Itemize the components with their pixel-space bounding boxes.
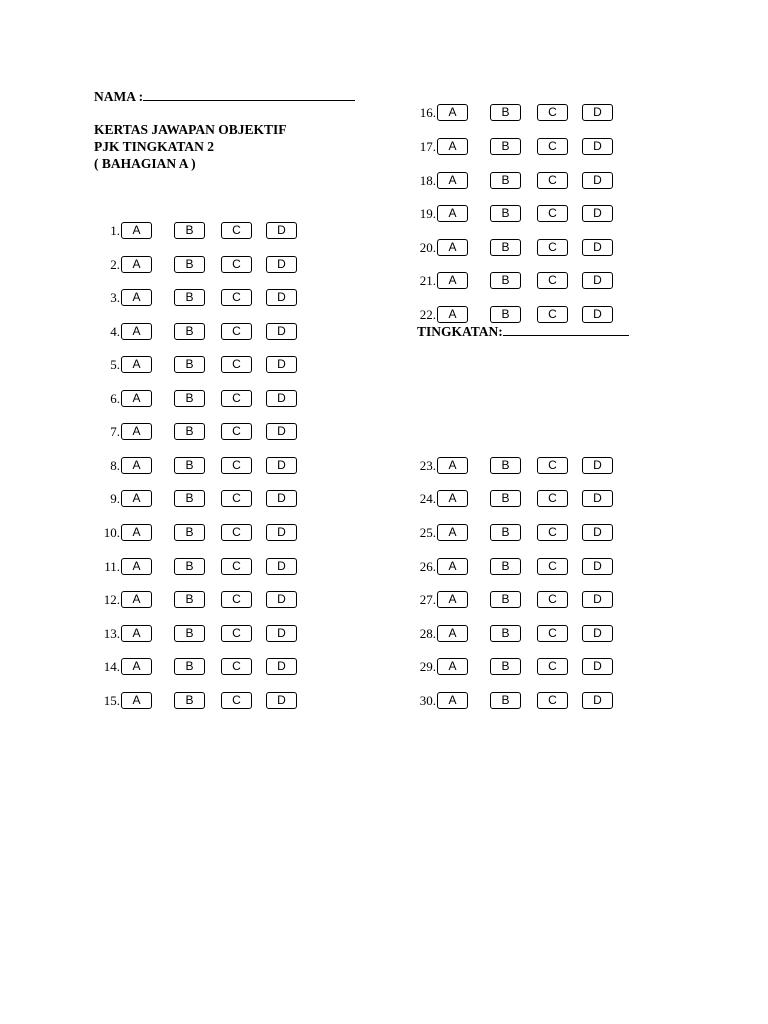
answer-option-d[interactable]: D [266, 356, 297, 373]
sheet-title-line3: ( BAHAGIAN A ) [94, 156, 196, 171]
answer-option-b[interactable]: B [174, 524, 205, 541]
answer-option-b[interactable]: B [174, 323, 205, 340]
answer-option-b[interactable]: B [490, 591, 521, 608]
answer-option-c[interactable]: C [221, 658, 252, 675]
answer-option-a[interactable]: A [437, 490, 468, 507]
answer-option-b[interactable]: B [174, 256, 205, 273]
answer-option-b[interactable]: B [174, 625, 205, 642]
answer-option-c[interactable]: C [537, 172, 568, 189]
question-number: 8. [110, 458, 120, 473]
answer-option-b[interactable]: B [490, 658, 521, 675]
question-number: 21. [419, 273, 436, 288]
answer-option-c[interactable]: C [221, 558, 252, 575]
answer-option-d[interactable]: D [266, 658, 297, 675]
question-number: 23. [419, 458, 436, 473]
question-number: 7. [110, 424, 120, 439]
answer-option-d[interactable]: D [582, 239, 613, 256]
answer-option-c[interactable]: C [221, 423, 252, 440]
answer-option-d[interactable]: D [582, 490, 613, 507]
answer-option-d[interactable]: D [266, 457, 297, 474]
question-number: 26. [419, 559, 436, 574]
answer-option-d[interactable]: D [266, 289, 297, 306]
tingkatan-field-label [417, 324, 629, 340]
answer-option-c[interactable]: C [221, 625, 252, 642]
answer-option-d[interactable]: D [582, 457, 613, 474]
answer-option-d[interactable]: D [582, 692, 613, 709]
answer-option-b[interactable]: B [174, 558, 205, 575]
answer-option-b[interactable]: B [490, 457, 521, 474]
answer-option-b[interactable]: B [490, 272, 521, 289]
answer-option-d[interactable]: D [582, 558, 613, 575]
answer-option-a[interactable]: A [437, 138, 468, 155]
question-number: 18. [419, 173, 436, 188]
answer-option-b[interactable]: B [490, 558, 521, 575]
question-number: 10. [103, 525, 120, 540]
question-number: 5. [110, 357, 120, 372]
answer-option-a[interactable]: A [437, 658, 468, 675]
answer-option-c[interactable]: C [537, 138, 568, 155]
question-number: 16. [419, 105, 436, 120]
answer-option-a[interactable]: A [437, 457, 468, 474]
answer-option-b[interactable]: B [490, 104, 521, 121]
answer-option-a[interactable]: A [121, 524, 152, 541]
answer-option-b[interactable]: B [490, 239, 521, 256]
answer-option-a[interactable]: A [437, 239, 468, 256]
question-number: 17. [419, 139, 436, 154]
answer-option-d[interactable]: D [582, 172, 613, 189]
question-number: 9. [110, 491, 120, 506]
answer-option-d[interactable]: D [266, 256, 297, 273]
answer-option-c[interactable]: C [537, 272, 568, 289]
answer-option-a[interactable]: A [437, 205, 468, 222]
question-number: 6. [110, 391, 120, 406]
question-number: 12. [103, 592, 120, 607]
answer-option-d[interactable]: D [266, 625, 297, 642]
answer-option-a[interactable]: A [121, 289, 152, 306]
question-number: 11. [104, 559, 120, 574]
answer-option-d[interactable]: D [582, 591, 613, 608]
answer-option-a[interactable]: A [121, 457, 152, 474]
answer-option-b[interactable]: B [490, 138, 521, 155]
question-number: 1. [110, 223, 120, 238]
answer-option-a[interactable]: A [121, 658, 152, 675]
answer-option-c[interactable]: C [537, 591, 568, 608]
answer-option-b[interactable]: B [174, 222, 205, 239]
answer-option-a[interactable]: A [121, 625, 152, 642]
answer-option-b[interactable]: B [174, 692, 205, 709]
answer-option-d[interactable]: D [582, 306, 613, 323]
question-number: 25. [419, 525, 436, 540]
name-field-label [94, 89, 355, 105]
question-number: 3. [110, 290, 120, 305]
answer-option-d[interactable]: D [266, 490, 297, 507]
answer-option-d[interactable]: D [582, 104, 613, 121]
question-number: 30. [419, 693, 436, 708]
answer-option-c[interactable]: C [537, 524, 568, 541]
tingkatan-underline[interactable] [503, 324, 629, 336]
answer-option-b[interactable]: B [174, 356, 205, 373]
answer-option-a[interactable]: A [121, 256, 152, 273]
answer-option-c[interactable]: C [221, 256, 252, 273]
tingkatan-label: TINGKATAN: [417, 324, 503, 339]
answer-option-a[interactable]: A [121, 490, 152, 507]
answer-option-b[interactable]: B [490, 306, 521, 323]
answer-option-a[interactable]: A [121, 323, 152, 340]
question-number: 19. [419, 206, 436, 221]
answer-option-a[interactable]: A [437, 692, 468, 709]
answer-option-d[interactable]: D [582, 138, 613, 155]
answer-option-d[interactable]: D [266, 390, 297, 407]
answer-option-c[interactable]: C [537, 239, 568, 256]
name-label: NAMA : [94, 89, 144, 104]
answer-option-a[interactable]: A [437, 625, 468, 642]
answer-option-d[interactable]: D [266, 323, 297, 340]
answer-option-a[interactable]: A [437, 172, 468, 189]
answer-option-d[interactable]: D [266, 423, 297, 440]
answer-option-a[interactable]: A [121, 356, 152, 373]
sheet-title-line2: PJK TINGKATAN 2 [94, 139, 215, 154]
answer-option-c[interactable]: C [537, 658, 568, 675]
answer-option-b[interactable]: B [174, 423, 205, 440]
answer-option-d[interactable]: D [582, 205, 613, 222]
answer-option-d[interactable]: D [266, 524, 297, 541]
answer-option-c[interactable]: C [537, 306, 568, 323]
answer-option-b[interactable]: B [490, 524, 521, 541]
answer-option-b[interactable]: B [174, 289, 205, 306]
answer-option-a[interactable]: A [437, 272, 468, 289]
answer-option-d[interactable]: D [582, 658, 613, 675]
answer-option-c[interactable]: C [537, 692, 568, 709]
answer-option-b[interactable]: B [174, 390, 205, 407]
name-underline[interactable] [143, 89, 355, 101]
answer-option-c[interactable]: C [221, 323, 252, 340]
answer-option-b[interactable]: B [490, 490, 521, 507]
answer-option-c[interactable]: C [221, 490, 252, 507]
answer-option-b[interactable]: B [174, 457, 205, 474]
answer-option-a[interactable]: A [121, 558, 152, 575]
question-number: 22. [419, 307, 436, 322]
answer-option-c[interactable]: C [221, 591, 252, 608]
answer-option-d[interactable]: D [266, 591, 297, 608]
answer-option-c[interactable]: C [537, 457, 568, 474]
answer-option-a[interactable]: A [121, 591, 152, 608]
answer-option-c[interactable]: C [221, 457, 252, 474]
answer-option-d[interactable]: D [582, 625, 613, 642]
answer-option-d[interactable]: D [266, 558, 297, 575]
answer-option-c[interactable]: C [221, 390, 252, 407]
answer-option-c[interactable]: C [537, 104, 568, 121]
answer-option-a[interactable]: A [437, 591, 468, 608]
answer-option-c[interactable]: C [221, 356, 252, 373]
answer-option-d[interactable]: D [582, 524, 613, 541]
question-number: 14. [103, 659, 120, 674]
answer-option-b[interactable]: B [490, 172, 521, 189]
answer-option-b[interactable]: B [490, 625, 521, 642]
question-number: 20. [419, 240, 436, 255]
question-number: 24. [419, 491, 436, 506]
question-number: 4. [110, 324, 120, 339]
question-number: 2. [110, 257, 120, 272]
answer-option-c[interactable]: C [221, 692, 252, 709]
answer-option-c[interactable]: C [537, 490, 568, 507]
answer-option-b[interactable]: B [174, 591, 205, 608]
answer-option-a[interactable]: A [121, 390, 152, 407]
answer-option-c[interactable]: C [221, 222, 252, 239]
question-number: 15. [103, 693, 120, 708]
answer-option-a[interactable]: A [121, 423, 152, 440]
answer-option-c[interactable]: C [537, 625, 568, 642]
question-number: 27. [419, 592, 436, 607]
answer-option-a[interactable]: A [121, 222, 152, 239]
answer-option-d[interactable]: D [582, 272, 613, 289]
answer-option-d[interactable]: D [266, 692, 297, 709]
answer-option-d[interactable]: D [266, 222, 297, 239]
answer-option-a[interactable]: A [437, 104, 468, 121]
answer-option-a[interactable]: A [437, 558, 468, 575]
answer-option-a[interactable]: A [121, 692, 152, 709]
answer-option-b[interactable]: B [174, 658, 205, 675]
answer-option-b[interactable]: B [490, 692, 521, 709]
answer-option-a[interactable]: A [437, 306, 468, 323]
question-number: 13. [103, 626, 120, 641]
answer-option-a[interactable]: A [437, 524, 468, 541]
answer-option-c[interactable]: C [221, 524, 252, 541]
question-number: 28. [419, 626, 436, 641]
answer-option-b[interactable]: B [490, 205, 521, 222]
answer-option-c[interactable]: C [221, 289, 252, 306]
answer-option-b[interactable]: B [174, 490, 205, 507]
answer-option-c[interactable]: C [537, 205, 568, 222]
sheet-title-line1: KERTAS JAWAPAN OBJEKTIF [94, 122, 287, 137]
answer-option-c[interactable]: C [537, 558, 568, 575]
question-number: 29. [419, 659, 436, 674]
